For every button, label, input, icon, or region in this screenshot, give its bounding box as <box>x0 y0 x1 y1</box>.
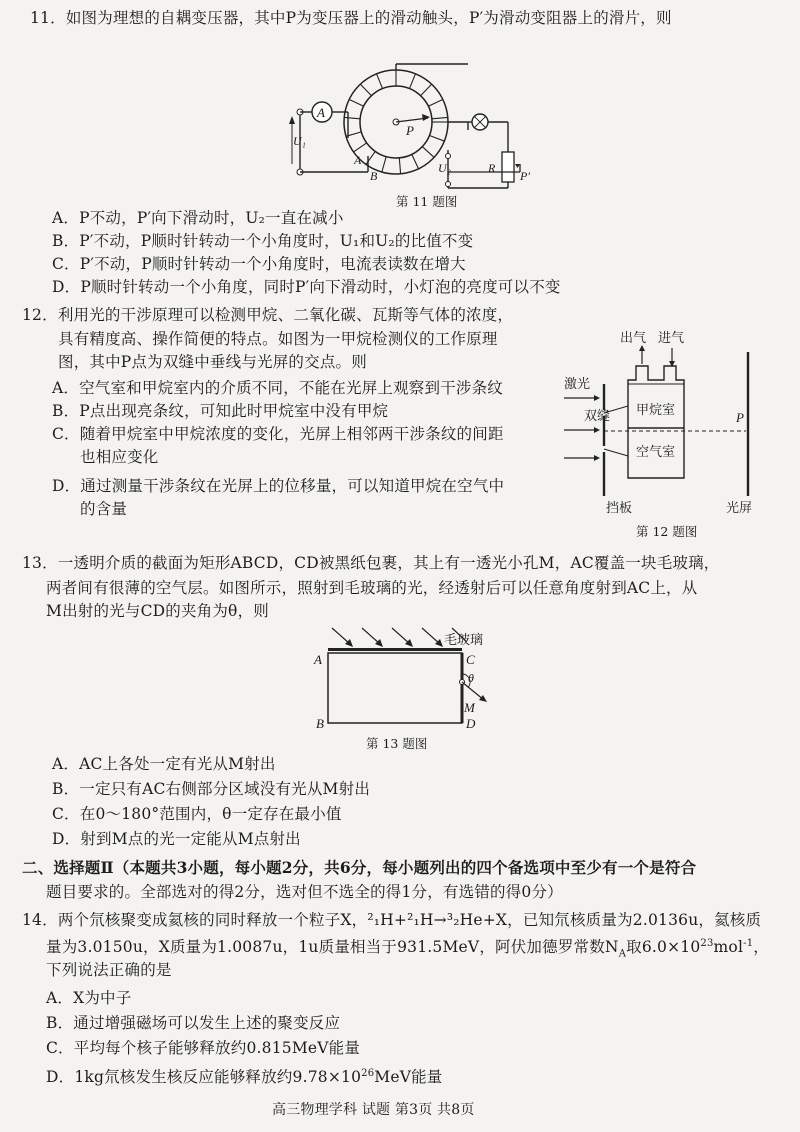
svg-text:P: P <box>406 123 414 138</box>
svg-text:挡板: 挡板 <box>606 500 633 515</box>
q12-option-b: B．P点出现亮条纹，可知此时甲烷室中没有甲烷 <box>52 402 389 420</box>
q13-option-c: C．在0～180°范围内，θ一定存在最小值 <box>52 805 342 823</box>
q14-stem-line-1: 14．两个氘核聚变成氦核的同时释放一个粒子X，²₁H+²₁H→³₂He+X，已知氘核质量为2.0136u，氦核质 <box>22 911 762 929</box>
svg-text:U₂: U₂ <box>438 161 451 175</box>
q13-stem-line-3: M出射的光与CD的夹角为θ，则 <box>46 602 269 620</box>
q14-option-a: A．X为中子 <box>46 989 132 1007</box>
q12-option-c: C．随着甲烷室中甲烷浓度的变化，光屏上相邻两干涉条纹的间距 <box>52 425 504 443</box>
svg-text:B: B <box>316 716 324 731</box>
svg-text:甲烷室: 甲烷室 <box>636 402 676 417</box>
svg-text:出气: 出气 <box>620 330 647 345</box>
section2-heading-line-2: 题目要求的。全部选对的得2分，选对但不选全的得1分，有选错的得0分） <box>46 883 563 901</box>
svg-text:M: M <box>464 700 475 715</box>
svg-text:U₁: U₁ <box>293 134 306 148</box>
q11-option-c: C．P′不动，P顺时针转动一个小角度时，电流表读数在增大 <box>52 255 466 273</box>
svg-text:毛玻璃: 毛玻璃 <box>444 632 484 647</box>
q13-option-a: A．AC上各处一定有光从M射出 <box>52 755 276 773</box>
q11-figure-caption: 第 11 题图 <box>396 194 458 209</box>
svg-text:A: A <box>317 105 325 120</box>
svg-text:激光: 激光 <box>564 376 591 391</box>
svg-text:D: D <box>466 716 476 731</box>
q12-option-c-cont: 也相应变化 <box>80 448 159 466</box>
svg-text:光屏: 光屏 <box>726 500 753 515</box>
svg-text:A: A <box>354 153 362 167</box>
q12-figure-caption: 第 12 题图 <box>636 524 698 539</box>
svg-text:P: P <box>736 410 744 425</box>
svg-text:进气: 进气 <box>658 330 685 345</box>
q12-option-d-cont: 的含量 <box>80 500 128 518</box>
q14-option-c: C．平均每个核子能够释放约0.815MeV能量 <box>46 1039 361 1057</box>
svg-text:P′: P′ <box>520 169 530 183</box>
fusion-equation: ²₁H+²₁H→³₂He+X <box>367 911 508 929</box>
q14-stem-line-2: 量为3.0150u，X质量为1.0087u，1u质量相当于931.5MeV，阿伏加德罗常数$N_A$取$6.0\times 10^{23}mol^{-1}$， <box>46 938 769 960</box>
q12-option-a: A．空气室和甲烷室内的介质不同，不能在光屏上观察到干涉条纹 <box>52 379 503 397</box>
q13-stem-line-2: 两者间有很薄的空气层。如图所示，照射到毛玻璃的光，经透射后可以任意角度射到AC上，从 <box>46 579 698 597</box>
svg-text:C: C <box>466 652 475 667</box>
q13-option-b: B．一定只有AC右侧部分区域没有光从M射出 <box>52 780 371 798</box>
svg-text:A: A <box>314 652 322 667</box>
q11-option-d: D．P顺时针转动一个小角度，同时P′向下滑动时，小灯泡的亮度可以不变 <box>52 278 561 296</box>
q14-option-d: D．1kg氘核发生核反应能够释放约$9.78\times 10^{26}MeV$能量 <box>46 1068 443 1087</box>
q12-option-d: D．通过测量干涉条纹在光屏上的位移量，可以知道甲烷在空气中 <box>52 477 505 495</box>
page-footer: 高三物理学科 试题 第3页 共8页 <box>272 1102 475 1118</box>
q14-stem-line-3: 下列说法正确的是 <box>46 961 172 979</box>
svg-text:空气室: 空气室 <box>636 444 676 459</box>
q13-option-d: D．射到M点的光一定能从M点射出 <box>52 830 301 848</box>
svg-text:B: B <box>370 169 378 183</box>
q11-option-b: B．P′不动，P顺时针转动一个小角度时，U₁和U₂的比值不变 <box>52 232 474 250</box>
q13-stem-line-1: 13．一透明介质的截面为矩形ABCD，CD被黑纸包裹，其上有一透光小孔M，AC覆盖一块毛玻璃， <box>22 554 720 572</box>
svg-text:R: R <box>488 161 496 175</box>
q12-stem-line-3: 图，其中P点为双缝中垂线与光屏的交点。则 <box>58 353 367 371</box>
q12-figure <box>560 328 770 528</box>
rheostat-icon <box>502 152 514 182</box>
q12-stem-line-1: 12．利用光的干涉原理可以检测甲烷、二氧化碳、瓦斯等气体的浓度， <box>22 306 514 324</box>
section2-heading-line-1: 二、选择题Ⅱ（本题共3小题，每小题2分，共6分，每小题列出的四个备选项中至少有一个是符合 <box>22 858 697 877</box>
q11-stem: 11．如图为理想的自耦变压器，其中P为变压器上的滑动触头，P′为滑动变阻器上的滑片，则 <box>30 9 672 27</box>
svg-text:θ: θ <box>468 671 474 685</box>
q11-option-a: A．P不动，P′向下滑动时，U₂一直在减小 <box>52 209 344 227</box>
svg-text:双缝: 双缝 <box>584 408 611 423</box>
q11-figure <box>288 60 538 192</box>
q13-figure-caption: 第 13 题图 <box>366 736 428 751</box>
q13-figure <box>310 620 500 732</box>
q14-option-b: B．通过增强磁场可以发生上述的聚变反应 <box>46 1014 341 1032</box>
q12-stem-line-2: 具有精度高、操作简便的特点。如图为一甲烷检测仪的工作原理 <box>58 330 498 348</box>
